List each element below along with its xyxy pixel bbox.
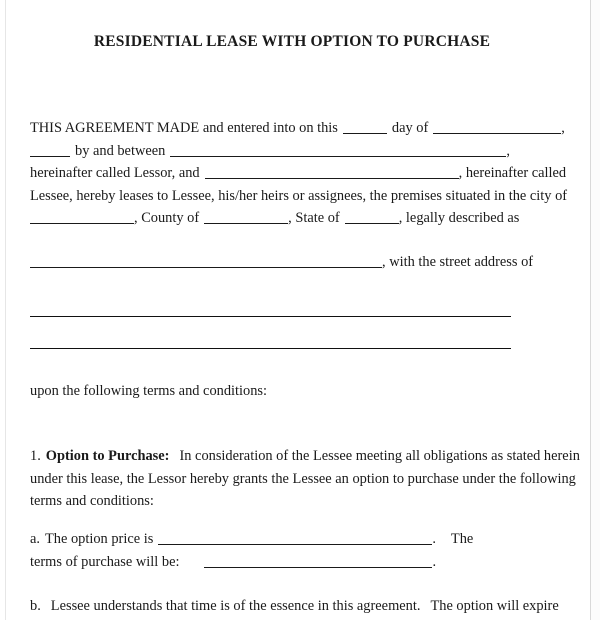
clause-a-text-a: The option price is — [45, 531, 154, 547]
page-left-edge — [5, 0, 6, 620]
agreement-line-2-text-a: by and between — [75, 142, 166, 159]
blank-lessor-name[interactable] — [170, 143, 506, 157]
clause-1-body-line-3: terms and conditions: — [30, 493, 154, 509]
blank-year[interactable] — [30, 143, 70, 157]
clause-a-option-price — [30, 528, 554, 573]
blank-terms-of-purchase[interactable] — [204, 554, 432, 568]
clause-1-number: 1. — [30, 448, 41, 464]
blank-city[interactable] — [30, 210, 134, 224]
blank-county[interactable] — [204, 210, 288, 224]
clause-b-line-1 — [30, 595, 559, 618]
blank-legal-description[interactable] — [30, 254, 382, 268]
agreement-line-3 — [30, 162, 567, 185]
blank-option-price[interactable] — [158, 531, 432, 545]
clause-1-heading-suffix: : — [164, 448, 170, 464]
agreement-line-2-text-b: , — [506, 142, 510, 159]
agreement-line-5 — [30, 207, 554, 230]
blank-day[interactable] — [343, 120, 387, 134]
page-outer-margin — [591, 0, 600, 620]
agreement-line-1 — [30, 117, 565, 140]
agreement-line-3-text-a: hereinafter called Lessor, and — [30, 165, 200, 181]
clause-b-time-of-essence — [30, 595, 559, 618]
clause-1-heading: Option to Purchase — [45, 448, 165, 464]
clause-a-line-1 — [30, 528, 554, 551]
clause-1-body-line-1: In consideration of the Lessee meeting all obligations as stated herein — [179, 448, 580, 464]
agreement-line-5-text-b: , State of — [288, 210, 340, 226]
blank-month[interactable] — [433, 120, 561, 134]
terms-intro-text: upon the following terms and conditions: — [30, 383, 268, 399]
clause-b-text-a: Lessee understands that time is of the essence in this agreement. — [50, 598, 421, 614]
clause-a-number: a. — [30, 531, 40, 547]
agreement-line-1-text-b: day of — [391, 120, 429, 136]
clause-1-line-1 — [30, 445, 580, 468]
blank-street-address-line-2[interactable] — [30, 348, 511, 349]
blank-state[interactable] — [345, 210, 399, 224]
clause-a-text-b: . — [432, 531, 436, 547]
legal-description-line — [30, 251, 554, 274]
legal-description-row — [30, 251, 554, 274]
agreement-line-5-text-c: , legally described as — [398, 210, 520, 226]
agreement-line-1-text-c: , — [561, 120, 565, 136]
agreement-line-1-text-a: THIS AGREEMENT MADE and entered into on this — [30, 120, 338, 136]
clause-1-option-to-purchase — [30, 445, 580, 513]
agreement-line-4: Lessee, hereby leases to Lessee, his/her heirs or assignees, the premises situated in the city of — [30, 187, 568, 204]
clause-a-text-c: The — [450, 531, 474, 547]
agreement-paragraph — [30, 117, 568, 230]
page-title: RESIDENTIAL LEASE WITH OPTION TO PURCHASE — [93, 33, 491, 50]
blank-lessee-name[interactable] — [205, 165, 459, 179]
clause-a-text-d: terms of purchase will be: — [30, 553, 180, 570]
agreement-line-5-text-a: , County of — [134, 210, 200, 226]
blank-street-address-line-1[interactable] — [30, 316, 511, 317]
agreement-line-2 — [30, 140, 554, 163]
clause-b-text-b: The option will expire — [430, 598, 559, 614]
clause-b-number: b. — [30, 598, 41, 614]
clause-a-line-2 — [30, 551, 554, 574]
legal-description-text: , with the street address of — [382, 254, 534, 270]
agreement-line-3-text-b: , hereinafter called — [458, 165, 567, 181]
terms-intro-paragraph — [30, 380, 554, 403]
clause-1-body-line-2: under this lease, the Lessor hereby grants the Lessee an option to purchase under the following — [30, 470, 576, 487]
clause-a-text-e: . — [432, 553, 437, 570]
